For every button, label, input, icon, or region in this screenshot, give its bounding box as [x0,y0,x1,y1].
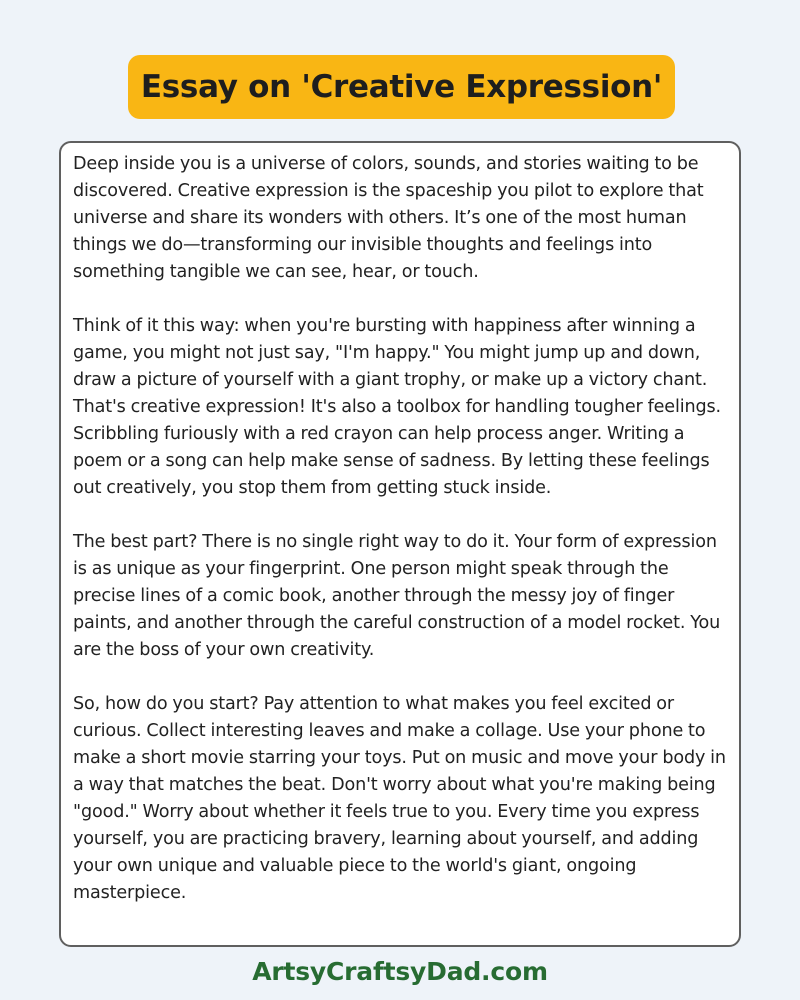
page-title: Essay on 'Creative Expression' [140,69,663,105]
essay-paragraph: Deep inside you is a universe of colors, sounds, and stories waiting to be discovered. Creative expression is the spaceship you pilot to explore that universe and share its wonders with others. It’s one of the most human things we do—transforming our invisible thoughts and feelings into something tangible we can see, hear, or touch. [73,154,704,282]
essay-paragraph: Think of it this way: when you're bursting with happiness after winning a game, you might not just say, "I'm happy." You might jump up and down, draw a picture of yourself with a giant trophy, or make up a victory chant. That's creative expression! It's also a toolbox for handling tougher feelings. Scribbling furiously with a red crayon can help process anger. Writing a poem or a song can help make sense of sadness. By letting these feelings out creatively, you stop them from getting stuck inside. [73,316,721,498]
essay-paragraph: So, how do you start? Pay attention to what makes you feel excited or curious. Collect interesting leaves and make a collage. Use your phone to make a short movie starring your toys. Put on music and move your body in a way that matches the beat. Don't worry about what you're making being "good." Worry about whether it feels true to you. Every time you express yourself, you are practicing bravery, learning about yourself, and adding your own unique and valuable piece to the world's giant, ongoing masterpiece. [73,694,726,903]
essay-box [59,141,741,947]
essay-paragraph: The best part? There is no single right way to do it. Your form of expression is as unique as your fingerprint. One person might speak through the precise lines of a comic book, another through the messy joy of finger paints, and another through the careful construction of a model rocket. You are the boss of your own creativity. [73,532,721,660]
footer-site-name: ArtsyCraftsyDad.com [252,957,548,986]
title-banner [128,55,675,119]
